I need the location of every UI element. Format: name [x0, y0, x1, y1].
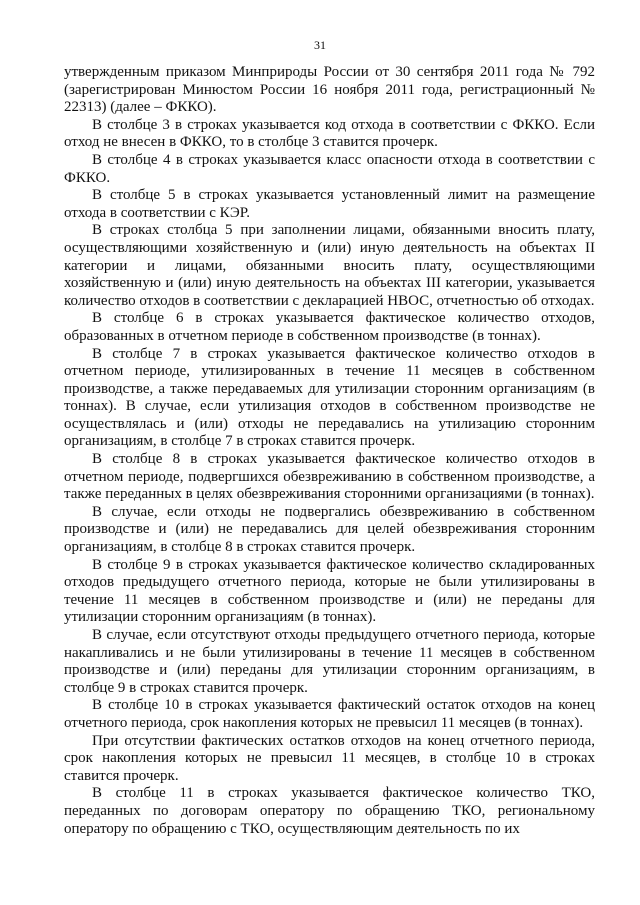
paragraph: В столбце 3 в строках указывается код отхода в соответствии с ФККО. Если отход не внесен в ФККО, то в столбце 3 ставится прочерк.: [64, 116, 595, 151]
paragraph: При отсутствии фактических остатков отходов на конец отчетного периода, срок накопления которых не превысил 11 месяцев, в столбце 10 в строках ставится прочерк.: [64, 732, 595, 784]
paragraph: В случае, если отходы не подвергались обезвреживанию в собственном производстве и (или) не передавались для целей обезвреживания сторонним организациям, в столбце 8 в строках ставится прочерк.: [64, 503, 595, 556]
paragraph: В столбце 11 в строках указывается фактическое количество ТКО, переданных по договорам оператору по обращению ТКО, региональному оператору по обращению с ТКО, осуществляющим деятельность по их: [64, 785, 595, 837]
paragraph: В столбце 8 в строках указывается фактическое количество отходов в отчетном периоде, подвергшихся обезвреживанию в собственном производстве, а также переданных в целях обезвреживания сторонними организациями (в тоннах).: [64, 451, 595, 503]
paragraph: В столбце 5 в строках указывается установленный лимит на размещение отхода в соответствии с КЭР.: [64, 187, 595, 221]
paragraph: утвержденным приказом Минприроды России от 30 сентября 2011 года № 792 (зарегистрирован Минюстом России 16 ноября 2011 года, регистрационный № 22313) (далее – ФККО).: [64, 64, 595, 116]
paragraph: В столбце 10 в строках указывается фактический остаток отходов на конец отчетного периода, срок накопления которых не превысил 11 месяцев (в тоннах).: [64, 697, 595, 731]
paragraph: В столбце 4 в строках указывается класс опасности отхода в соответствии с ФККО.: [64, 151, 595, 186]
paragraph: В случае, если отсутствуют отходы предыдущего отчетного периода, которые накапливались и не были утилизированы в течение 11 месяцев в собственном производстве и (или) переданы для утилизации сторонним организациям, в столбце 9 в строках ставится прочерк.: [64, 627, 595, 696]
document-body: [64, 64, 595, 838]
paragraph: В столбце 6 в строках указывается фактическое количество отходов, образованных в отчетном периоде в собственном производстве (в тоннах).: [64, 310, 595, 344]
page-number: 31: [314, 38, 326, 52]
paragraph: В строках столбца 5 при заполнении лицами, обязанными вносить плату, осуществляющими хозяйственную и (или) иную деятельность на объектах II категории и лицами, обязанными вносить плату, осуществляющими хозяйственную и (или) иную деятельность на объектах III категории, указывается количество отходов в соответствии с декларацией НВОС, отчетностью об отходах.: [64, 222, 595, 309]
paragraph: В столбце 7 в строках указывается фактическое количество отходов в отчетном периоде, утилизированных в течение 11 месяцев в собственном производстве, а также передаваемых для утилизации сторонним организациям (в тоннах). В случае, если утилизация отходов в собственном производстве не осуществлялась и (или) отходы не передавались на утилизацию сторонним организациям, в столбце 7 в строках ставится прочерк.: [64, 345, 595, 450]
paragraph: В столбце 9 в строках указывается фактическое количество складированных отходов предыдущего отчетного периода, которые не были утилизированы в течение 11 месяцев в собственном производстве и (или) не переданы для утилизации сторонним организациям (в тоннах).: [64, 556, 595, 626]
